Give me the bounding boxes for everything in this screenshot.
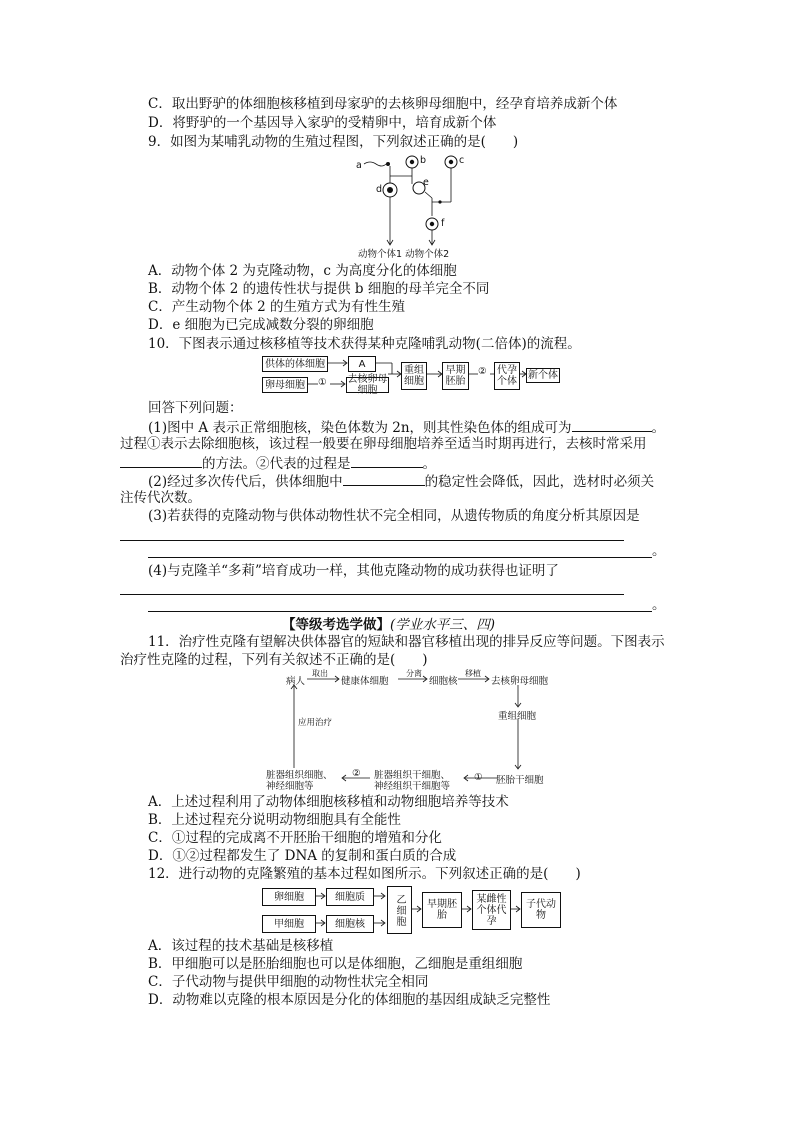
step-2-label: ② — [352, 768, 361, 779]
q11-figure — [260, 668, 560, 792]
q10-part1-a: (1)图中 A 表示正常细胞核，染色体数为 2n，则其性染色体的组成可为 。 — [148, 420, 666, 436]
take-out-label: 取出 — [312, 669, 328, 678]
q12-option-d: D．动物难以克隆的根本原因是分化的体细胞的基因组成缺乏完整性 — [148, 992, 551, 1008]
q9-option-c: C．产生动物个体 2 的生殖方式为有性生殖 — [148, 299, 406, 315]
q11-stem-line1: 11．治疗性克隆有望解决供体器官的短缺和器官移植出现的排异反应等问题。下图表示 — [148, 634, 665, 650]
period-mark: 。 — [652, 597, 666, 613]
nucleus-a-box: A — [348, 356, 376, 372]
organ-stem-cell-label-1: 脏器组织干细胞、 — [374, 770, 451, 781]
cell-yi-box: 乙细胞 — [387, 886, 412, 934]
q9-option-b: B．动物个体 2 的遗传性状与提供 b 细胞的母羊完全不同 — [148, 281, 490, 297]
early-embryo-box: 早期胚胎 — [422, 892, 462, 928]
nucleus-box: 细胞核 — [326, 915, 374, 933]
fig-label-c: c — [459, 155, 465, 166]
q12-option-a: A．该过程的技术基础是核移植 — [148, 938, 334, 954]
q10-part2-a: (2)经过多次传代后，供体细胞中 的稳定性会降低，因此，选材时必须关 — [148, 474, 655, 490]
new-individual-box: 新个体 — [528, 370, 558, 381]
fig-label-e: e — [423, 177, 429, 188]
enucleated-oocyte-label: 去核卵母细胞 — [491, 676, 549, 687]
q11-option-c: C．①过程的完成离不开胚胎干细胞的增殖和分化 — [148, 830, 442, 846]
separate-label: 分离 — [406, 669, 422, 678]
surrogate-box: 代孕个体 — [494, 362, 520, 390]
fig-label-d: d — [376, 184, 383, 195]
organ-cell-label-1: 脏器组织细胞、 — [266, 770, 333, 781]
q10-part1-b: 过程①表示去除细胞核，该过程一般要在卵母细胞培养至适当时期再进行，去核时常采用 — [120, 436, 647, 452]
step-1-label: ① — [318, 377, 327, 388]
q10-part1-c: 的方法。②代表的过程是 。 — [120, 454, 436, 473]
embryonic-stem-cell-label: 胚胎干细胞 — [496, 775, 544, 786]
q10-figure — [260, 354, 560, 394]
q10-part4: (4)与克隆羊“多莉”培育成功一样，其他克隆动物的成功获得也证明了 — [148, 563, 559, 579]
q9-option-d: D．e 细胞为已完成减数分裂的卵细胞 — [148, 317, 374, 333]
reconstructed-cell-box: 重组细胞 — [401, 362, 427, 390]
q11-option-b: B．上述过程充分说明动物细胞具有全能性 — [148, 812, 401, 828]
q10-prompt: 回答下列问题： — [148, 400, 243, 416]
donor-cell-box: 供体的体细胞 — [262, 356, 328, 372]
q12-stem: 12．进行动物的克隆繁殖的基本过程如图所示。下列叙述正确的是( ) — [148, 866, 581, 882]
oocyte-box: 卵母细胞 — [262, 377, 308, 393]
q8-option-d: D．将野驴的一个基因导入家驴的受精卵中，培育成新个体 — [148, 115, 497, 131]
egg-cell-box: 卵细胞 — [262, 888, 316, 906]
q10-stem: 10．下图表示通过核移植等技术获得某种克隆哺乳动物(二倍体)的流程。 — [148, 336, 581, 352]
step-2-label: ② — [478, 366, 487, 377]
enucleated-oocyte-box: 去核卵母细胞 — [347, 374, 388, 396]
q10-part3: (3)若获得的克隆动物与供体动物性状不完全相同，从遗传物质的角度分析其原因是 — [148, 508, 640, 524]
fig-label-b: b — [420, 155, 427, 166]
q12-option-b: B．甲细胞可以是胚胎细胞也可以是体细胞，乙细胞是重组细胞 — [148, 956, 523, 972]
answer-line — [120, 593, 624, 595]
organ-cell-label-2: 神经细胞等 — [266, 781, 314, 792]
organ-stem-cell-label-2: 神经组织干细胞等 — [374, 781, 451, 792]
q11-option-d: D．①②过程都发生了 DNA 的复制和蛋白质的合成 — [148, 848, 457, 864]
q11-option-a: A．上述过程利用了动物体细胞核移植和动物细胞培养等技术 — [148, 794, 509, 810]
fig-label-a: a — [356, 160, 362, 171]
reconstructed-cell-label: 重组细胞 — [498, 711, 537, 722]
patient-label: 病人 — [286, 676, 306, 687]
surrogate-box: 某雌性个体代孕 — [472, 890, 511, 930]
transplant-label: 移植 — [465, 669, 481, 678]
q12-option-c: C．子代动物与提供甲细胞的动物性状完全相同 — [148, 974, 429, 990]
fig-label-f: f — [441, 218, 445, 229]
early-embryo-box: 早期胚胎 — [442, 362, 469, 390]
answer-line — [120, 539, 624, 541]
period-mark: 。 — [652, 543, 666, 559]
cytoplasm-box: 细胞质 — [326, 888, 374, 906]
q10-part2-c: 注传代次数。 — [120, 490, 201, 506]
nucleus-label: 细胞核 — [429, 676, 458, 687]
q9-option-a: A．动物个体 2 为克隆动物，c 为高度分化的体细胞 — [148, 263, 457, 279]
q9-figure — [320, 152, 480, 262]
healthy-cell-label: 健康体细胞 — [341, 676, 389, 687]
apply-therapy-label: 应用治疗 — [298, 718, 333, 728]
offspring-box: 子代动物 — [521, 892, 561, 928]
answer-line — [148, 610, 652, 612]
q11-stem-line2: 治疗性克隆的过程，下列有关叙述不正确的是( ) — [120, 652, 428, 668]
fig-caption: 动物个体1 动物个体2 — [358, 249, 450, 260]
cell-jia-box: 甲细胞 — [262, 915, 316, 933]
q12-figure — [260, 884, 570, 936]
q8-option-c: C．取出野驴的体细胞核移植到母家驴的去核卵母细胞中，经孕育培养成新个体 — [148, 96, 618, 112]
section-header: 【等级考选学做】(学业水平三、四) — [282, 617, 496, 633]
q9-stem: 9．如图为某哺乳动物的生殖过程图，下列叙述正确的是( ) — [148, 134, 519, 150]
answer-line — [148, 556, 652, 558]
step-1-label: ① — [474, 772, 483, 783]
